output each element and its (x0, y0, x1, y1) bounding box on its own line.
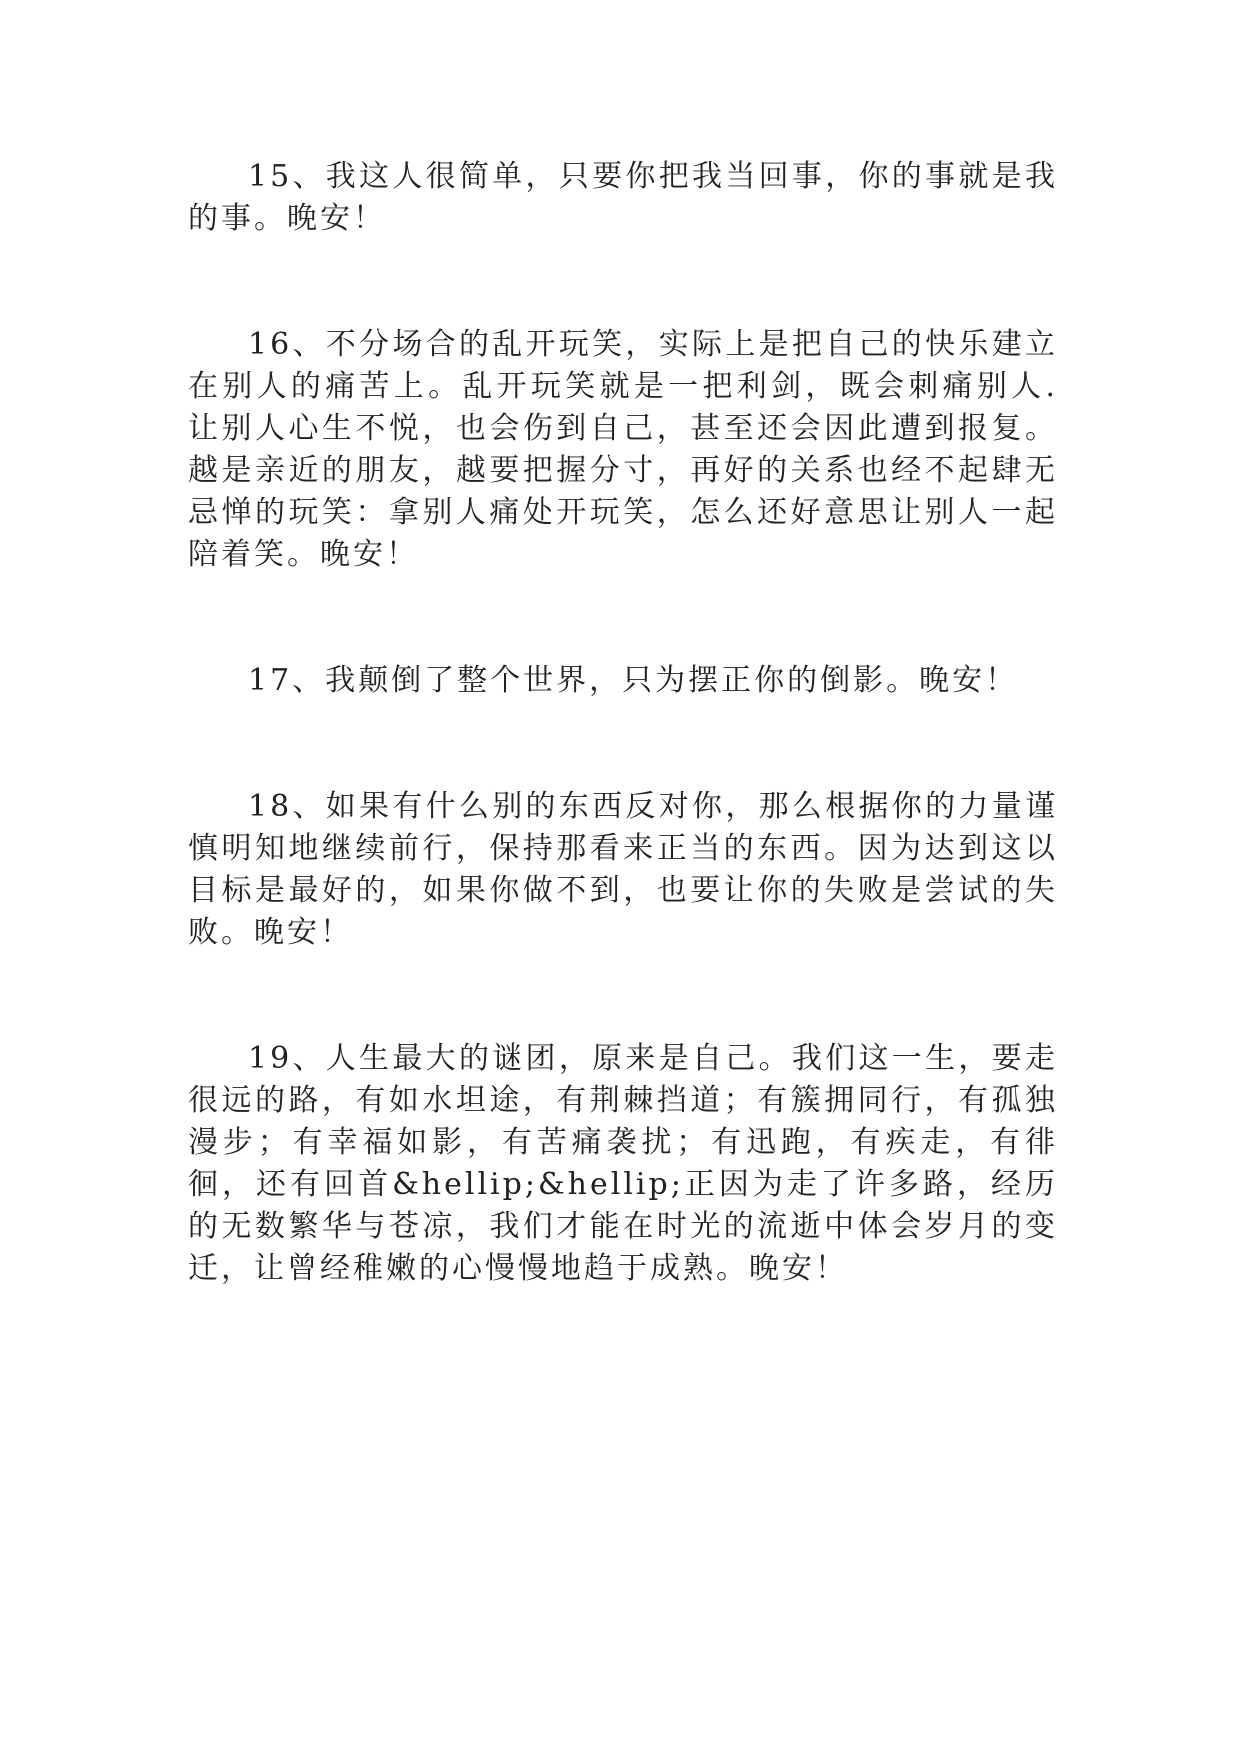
paragraph-15: 15、我这人很简单，只要你把我当回事，你的事就是我的事。晚安！ (188, 159, 1058, 236)
paragraph-19: 19、人生最大的谜团，原来是自己。我们这一生，要走很远的路，有如水坦途，有荆棘挡道；有簇拥同行，有孤独漫步；有幸福如影，有苦痛袭扰；有迅跑，有疾走，有徘徊，还有回首&hellip;&hellip;正因为走了许多路，经历的无数繁华与苍凉，我们才能在时光的流逝中体会岁月的变迁，让曾经稚嫩的心慢慢地趋于成熟。晚安！ (188, 1041, 1058, 1286)
paragraph-18: 18、如果有什么别的东西反对你，那么根据你的力量谨慎明知地继续前行，保持那看来正当的东西。因为达到这以目标是最好的，如果你做不到，也要让你的失败是尝试的失败。晚安！ (188, 789, 1058, 950)
paragraph-16: 16、不分场合的乱开玩笑，实际上是把自己的快乐建立在别人的痛苦上。乱开玩笑就是一把利剑，既会刺痛别人.让别人心生不悦，也会伤到自己，甚至还会因此遭到报复。越是亲近的朋友，越要把握分寸，再好的关系也经不起肆无忌惮的玩笑：拿别人痛处开玩笑，怎么还好意思让别人一起陪着笑。晚安！ (188, 327, 1058, 572)
paragraph-17: 17、我颠倒了整个世界，只为摆正你的倒影。晚安！ (248, 663, 1019, 698)
document-body (188, 156, 1058, 1290)
